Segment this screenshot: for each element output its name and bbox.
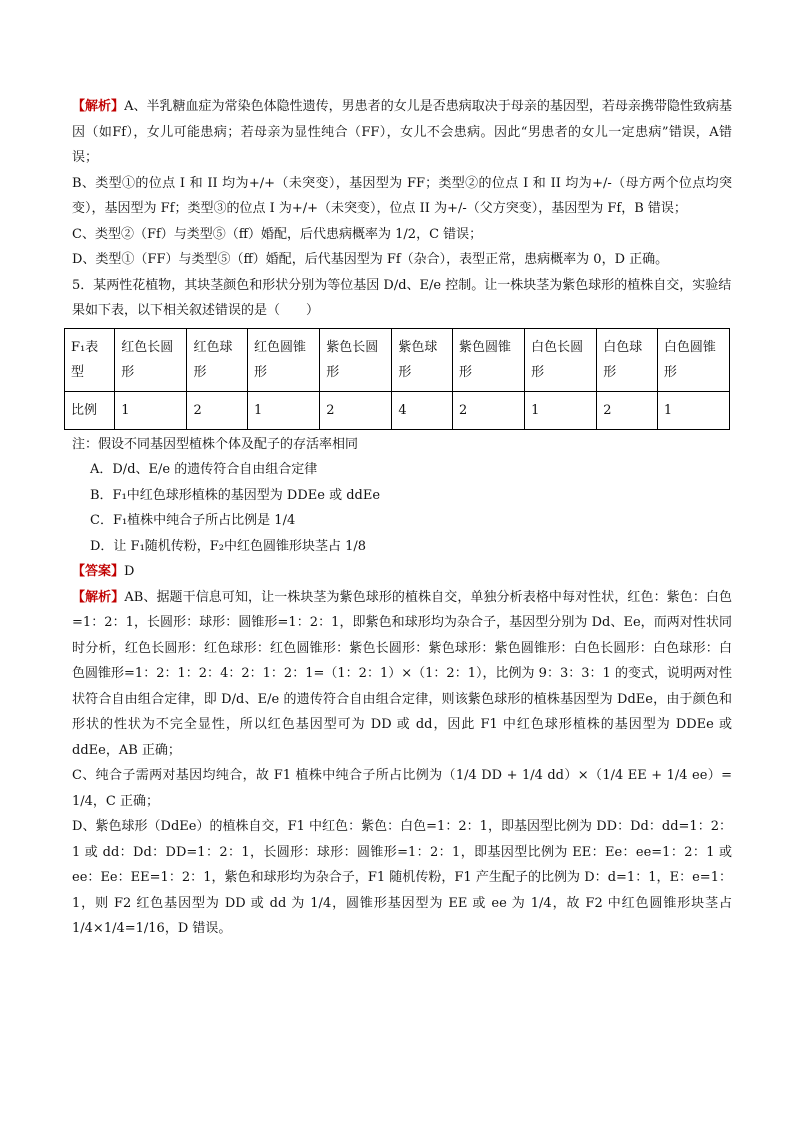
table-cell: 1 xyxy=(525,391,597,429)
table-header-cell: 红色圆锥形 xyxy=(248,328,320,391)
table-note: 注：假设不同基因型植株个体及配子的存活率相同 xyxy=(72,436,359,452)
analysis-1-para-a xyxy=(72,94,732,171)
option-b: B．F₁中红色球形植株的基因型为 DDEe 或 ddEe xyxy=(90,487,381,503)
table-header-first: F₁表型 xyxy=(65,328,115,391)
table-header-row xyxy=(65,328,730,391)
answer-value: D xyxy=(124,564,135,579)
table-header-cell: 紫色球形 xyxy=(392,328,453,391)
table-header-cell: 紫色长圆形 xyxy=(320,328,392,391)
analysis-2-para-ab xyxy=(72,585,732,764)
answer-tag: 【答案】 xyxy=(72,564,125,579)
table-row xyxy=(65,391,730,429)
analysis-2-line-d: D、紫色球形（DdEe）的植株自交，F1 中红色：紫色：白色=1：2：1，即基因型比例为 DD：Dd：dd=1：2：1 或 dd：Dd：DD=1：2：1，长圆形：球形：圆锥形=1：2：1，即基因型比例为 EE：Ee：ee=1：2：1 或 ee：Ee：EE=1：2：1，紫色和球形均为杂合子，F1 随机传粉，F1 产生配子的比例为 D：d=1：1，E：e=1：1，则 F2 红色基因型为 DD 或 dd 为 1/4，圆锥形基因型为 EE 或 ee 为 1/4，故 F2 中红色圆锥形块茎占 1/4×1/4=1/16，D 错误。 xyxy=(72,819,732,936)
analysis-tag-2: 【解析】 xyxy=(72,589,125,605)
analysis-1-line-b: B、类型①的位点 I 和 II 均为+/+（未突变），基因型为 FF；类型②的位点 I 和 II 均为+/-（母方两个位点均突变），基因型为 Ff；类型③的位点 I 为+/+（未突变），位点 II 为+/-（父方突变），基因型为 Ff，B 错误； xyxy=(72,175,732,216)
table-cell: 2 xyxy=(597,391,658,429)
table-header-cell: 白色球形 xyxy=(597,328,658,391)
table-header-cell: 白色圆锥形 xyxy=(657,328,729,391)
document-page xyxy=(72,94,732,942)
analysis-1-line-a: A、半乳糖血症为常染色体隐性遗传，男患者的女儿是否患病取决于母亲的基因型，若母亲携带隐性致病基因（如Ff），女儿可能患病；若母亲为显性纯合（FF），女儿不会患病。因此“男患者的女儿一定患病”错误，A错误； xyxy=(72,99,732,165)
analysis-1-line-c: C、类型②（Ff）与类型⑤（ff）婚配，后代患病概率为 1/2，C 错误； xyxy=(72,226,483,242)
table-row-label: 比例 xyxy=(65,391,115,429)
table-header-cell: 紫色圆锥形 xyxy=(452,328,524,391)
analysis-tag: 【解析】 xyxy=(72,99,125,114)
table-cell: 1 xyxy=(115,391,187,429)
option-c: C．F₁植株中纯合子所占比例是 1/4 xyxy=(90,513,296,528)
f1-results-table xyxy=(64,328,730,430)
question-5-stem: 5．某两性花植物，其块茎颜色和形状分别为等位基因 D/d、E/e 控制。让一株块茎为紫色球形的植株自交，实验结果如下表，以下相关叙述错误的是（ ） xyxy=(72,277,732,318)
answer-line xyxy=(72,559,732,585)
analysis-2-line-ab: AB、据题干信息可知，让一株块茎为紫色球形的植株自交，单独分析表格中每对性状，红色：紫色：白色=1：2：1，长圆形：球形：圆锥形=1：2：1，即紫色和球形均为杂合子，基因型分别为 Dd、Ee，而两对性状同时分析，红色长圆形：红色球形：红色圆锥形：紫色长圆形：紫色球形：紫色圆锥形：白色长圆形：白色球形：白色圆锥形=1：2：1：2：4：2：1：2：1=（1：2：1）×（1：2：1），比例为 9：3：3：1 的变式，说明两对性状符合自由组合定律，即 D/d、E/e 的遗传符合自由组合定律，则该紫色球形的植株基因型为 DdEe，由于颜色和形状的性状为不完全显性，所以红色基因型可为 DD 或 dd，因此 F1 中红色球形植株的基因型为 DDEe 或 ddEe，AB 正确； xyxy=(72,589,732,758)
table-cell: 1 xyxy=(657,391,729,429)
table-cell: 1 xyxy=(248,391,320,429)
table-header-cell: 白色长圆形 xyxy=(525,328,597,391)
option-d: D．让 F₁随机传粉，F₂中红色圆锥形块茎占 1/8 xyxy=(90,538,367,554)
table-header-cell: 红色长圆形 xyxy=(115,328,187,391)
analysis-2-line-c: C、纯合子需两对基因均纯合，故 F1 植株中纯合子所占比例为（1/4 DD + 1/4 dd）×（1/4 EE + 1/4 ee）= 1/4，C 正确； xyxy=(72,768,732,809)
table-cell: 2 xyxy=(452,391,524,429)
option-a: A．D/d、E/e 的遗传符合自由组合定律 xyxy=(90,462,318,477)
table-cell: 2 xyxy=(320,391,392,429)
analysis-1-line-d: D、类型①（FF）与类型⑤（ff）婚配，后代基因型为 Ff（杂合），表型正常，患病概率为 0，D 正确。 xyxy=(72,252,669,267)
table-cell: 2 xyxy=(187,391,248,429)
table-header-cell: 红色球形 xyxy=(187,328,248,391)
table-cell: 4 xyxy=(392,391,453,429)
